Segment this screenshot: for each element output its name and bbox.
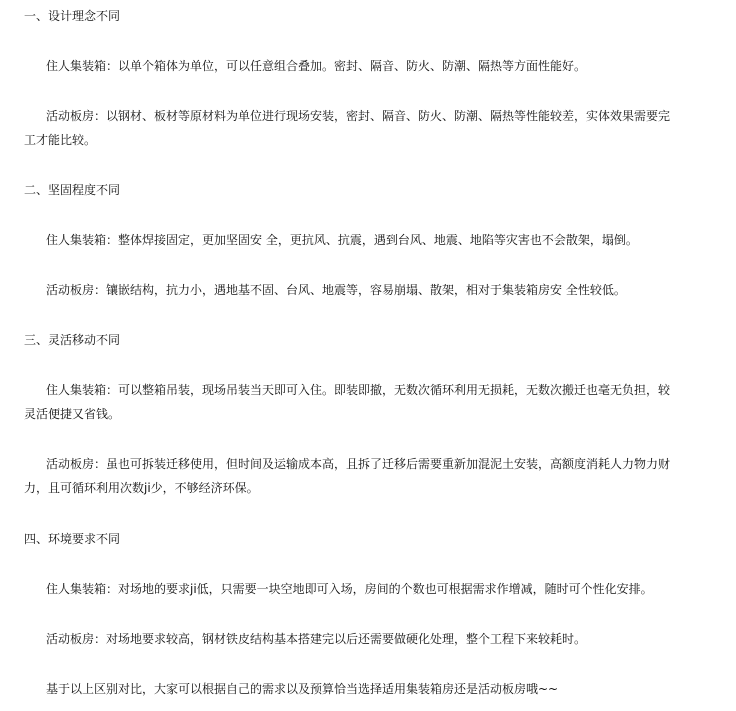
paragraph-container-mobility-line-2: 灵活便捷又省钱。 (24, 407, 121, 421)
conclusion-paragraph: 基于以上区别对比，大家可以根据自己的需求以及预算恰当选择适用集装箱房还是活动板房哦~~ (46, 682, 559, 696)
section-heading-mobility: 三、灵活移动不同 (24, 333, 121, 347)
paragraph-board-design-line-1: 活动板房：以钢材、板材等原材料为单位进行现场安装，密封、隔音、防火、防潮、隔热等性能较差，实体效果需要完 (46, 109, 671, 123)
paragraph-board-sturdiness: 活动板房：镶嵌结构，抗力小，遇地基不固、台风、地震等，容易崩塌、散架，相对于集装箱房安 全性较低。 (46, 283, 626, 297)
paragraph-board-mobility-line-1: 活动板房：虽也可拆装迁移使用，但时间及运输成本高，且拆了迁移后需要重新加混泥土安装，高额度消耗人力物力财 (46, 457, 671, 471)
paragraph-container-mobility-line-1: 住人集装箱：可以整箱吊装，现场吊装当天即可入住。即装即撤，无数次循环利用无损耗，无数次搬迁也毫无负担，较 (46, 383, 671, 397)
section-heading-design: 一、设计理念不同 (24, 9, 121, 23)
section-heading-sturdiness: 二、坚固程度不同 (24, 183, 121, 197)
paragraph-container-design: 住人集装箱：以单个箱体为单位，可以任意组合叠加。密封、隔音、防火、防潮、隔热等方面性能好。 (46, 59, 587, 73)
paragraph-board-environment: 活动板房：对场地要求较高，钢材铁皮结构基本搭建完以后还需要做硬化处理，整个工程下来较耗时。 (46, 632, 587, 646)
paragraph-board-design-line-2: 工才能比较。 (24, 133, 97, 147)
paragraph-container-environment: 住人集装箱：对场地的要求ji低，只需要一块空地即可入场，房间的个数也可根据需求作增减，随时可个性化安排。 (46, 582, 653, 596)
paragraph-container-sturdiness: 住人集装箱：整体焊接固定，更加坚固安 全，更抗风、抗震，遇到台风、地震、地陷等灾害也不会散架，塌倒。 (46, 233, 638, 247)
section-heading-environment: 四、环境要求不同 (24, 532, 121, 546)
paragraph-board-mobility-line-2: 力，且可循环利用次数ji少，不够经济环保。 (24, 481, 259, 495)
